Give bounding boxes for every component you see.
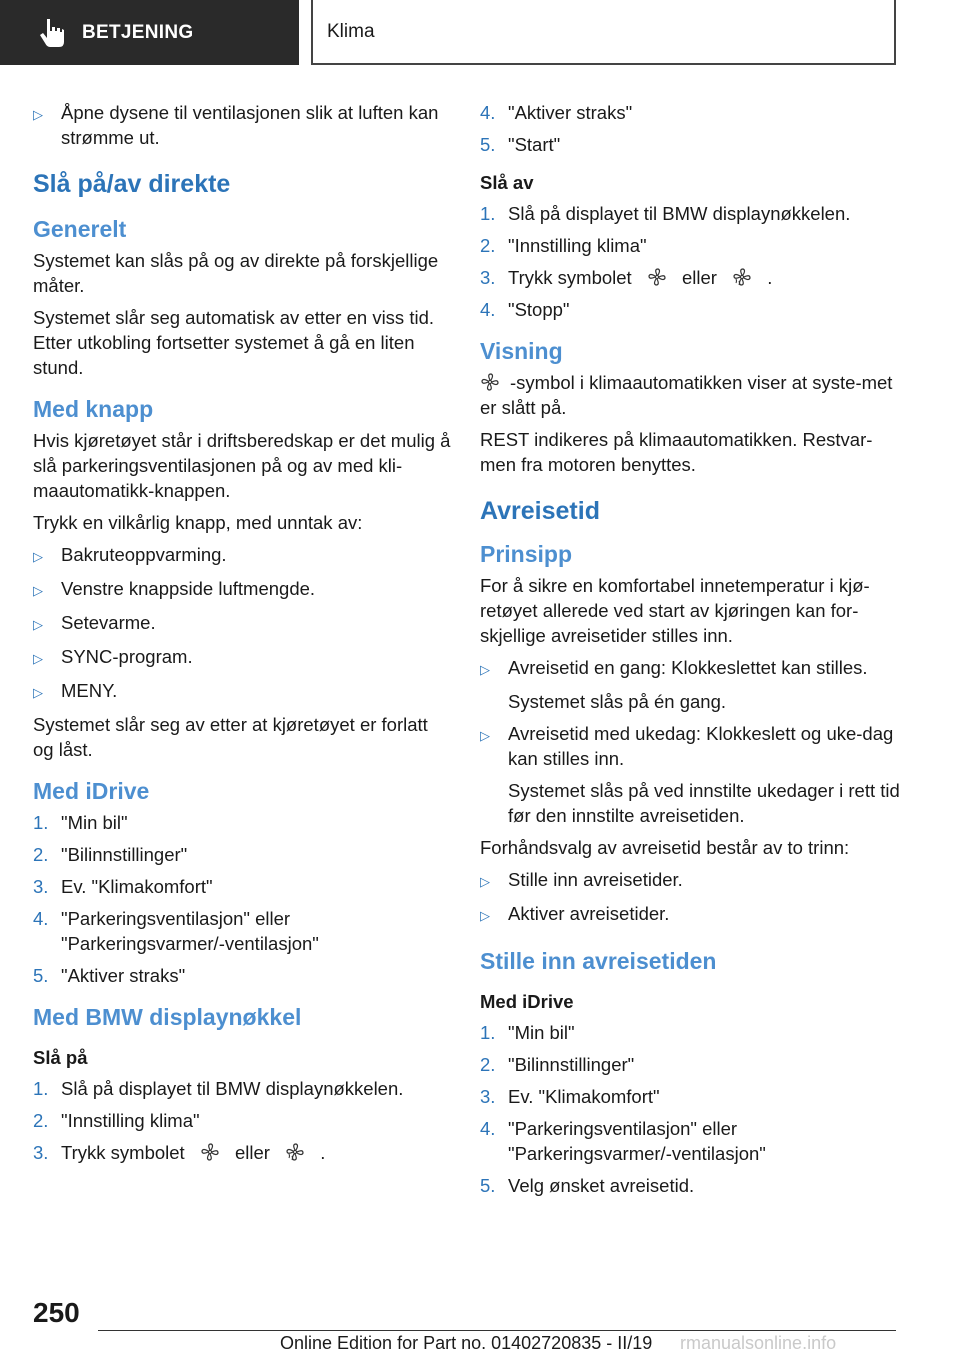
triangle-bullet-icon: ▷	[480, 662, 490, 677]
minor-heading: Med iDrive	[480, 991, 574, 1012]
list-item: ▷ SYNC-program.	[33, 644, 451, 671]
list-item: ▷ Avreisetid med ukedag: Klokkeslett og uke-dag kan stilles inn.	[480, 723, 894, 769]
step-item: 4. "Parkeringsventilasjon" eller "Parkeringsvarmer/-ventilasjon"	[33, 908, 319, 954]
chapter-header	[311, 0, 896, 65]
page-number: 250	[33, 1297, 80, 1328]
list-item-detail: Systemet slås på ved innstilte ukedager i rett tid før den innstilte avreisetiden.	[508, 780, 900, 826]
section-heading: Slå på/av direkte	[33, 170, 231, 198]
list-item: ▷ Åpne dysene til ventilasjonen slik at luften kan strømme ut.	[33, 102, 439, 148]
step-item: 1. "Min bil"	[33, 812, 128, 833]
step-item: 3. Ev. "Klimakomfort"	[33, 876, 213, 897]
list-item: ▷ Avreisetid en gang: Klokkeslettet kan stilles.	[480, 655, 900, 682]
list-item: ▷ Stille inn avreisetider.	[480, 867, 900, 894]
subsection-heading: Med BMW displaynøkkel	[33, 1004, 302, 1030]
triangle-bullet-icon: ▷	[480, 874, 490, 889]
triangle-bullet-icon: ▷	[33, 651, 43, 666]
step-item: 5. Velg ønsket avreisetid.	[480, 1175, 695, 1196]
list-item: ▷ Setevarme.	[33, 610, 451, 637]
fan-icon	[200, 1142, 220, 1162]
step-item: 3. Trykk symbolet eller .	[33, 1142, 326, 1163]
step-item: 2. "Innstilling klima"	[480, 235, 647, 256]
subsection-heading: Generelt	[33, 216, 127, 242]
fan-icon	[480, 372, 500, 392]
paragraph: REST indikeres på klimaautomatikken. Restvar-men fra motoren benyttes.	[480, 429, 873, 475]
step-item: 1. Slå på displayet til BMW displaynøkkelen.	[480, 203, 851, 224]
step-item: 1. "Min bil"	[480, 1022, 575, 1043]
triangle-bullet-icon: ▷	[33, 107, 43, 122]
section-heading: Avreisetid	[480, 497, 600, 525]
fan-heat-icon	[285, 1142, 305, 1162]
minor-heading: Slå på	[33, 1047, 88, 1068]
subsection-heading: Med iDrive	[33, 778, 150, 804]
minor-heading: Slå av	[480, 172, 534, 193]
step-item: 2. "Innstilling klima"	[33, 1110, 200, 1131]
paragraph: Systemet slår seg av etter at kjøretøyet er forlatt og låst.	[33, 714, 428, 760]
section-label: BETJENING	[82, 21, 194, 43]
step-item: 1. Slå på displayet til BMW displaynøkkelen.	[33, 1078, 404, 1099]
paragraph: For å sikre en komfortabel innetemperatur i kjø-retøyet allerede ved start av kjøringen kan for-skjellige avreisetider stilles inn.	[480, 575, 870, 646]
right-column	[480, 100, 900, 1205]
list-item: ▷ MENY.	[33, 678, 451, 705]
triangle-bullet-icon: ▷	[33, 549, 43, 564]
list-item: ▷ Bakruteoppvarming.	[33, 542, 451, 569]
edition-note: Online Edition for Part no. 01402720835 - II/19	[280, 1333, 653, 1353]
subsection-heading: Visning	[480, 338, 563, 364]
list-item-detail: Systemet slås på én gang.	[508, 691, 727, 712]
step-item: 3. Trykk symbolet eller .	[480, 267, 773, 288]
step-item: 2. "Bilinnstillinger"	[480, 1054, 635, 1075]
step-item: 3. Ev. "Klimakomfort"	[480, 1086, 660, 1107]
paragraph: Systemet slår seg automatisk av etter en viss tid. Etter utkobling fortsetter systemet å gå en liten stund.	[33, 307, 434, 378]
triangle-bullet-icon: ▷	[480, 728, 490, 743]
step-item: 5. "Start"	[480, 134, 561, 155]
section-tab	[0, 0, 299, 65]
subsection-heading: Prinsipp	[480, 541, 573, 567]
step-item: 4. "Stopp"	[480, 299, 570, 320]
triangle-bullet-icon: ▷	[33, 685, 43, 700]
paragraph: Hvis kjøretøyet står i driftsberedskap er det mulig å slå parkeringsventilasjonen på og av med kli-maautomatikk-knappen.	[33, 430, 451, 501]
hand-pointer-icon	[38, 16, 66, 50]
paragraph: -symbol i klimaautomatikken viser at syste-met er slått på.	[480, 372, 893, 418]
list-item: ▷ Aktiver avreisetider.	[480, 901, 900, 928]
footer-divider	[98, 1330, 896, 1331]
watermark: rmanualsonline.info	[680, 1333, 837, 1353]
fan-heat-icon	[732, 267, 752, 287]
list-item: ▷ Venstre knappside luftmengde.	[33, 576, 451, 603]
subsection-heading: Stille inn avreisetiden	[480, 948, 717, 974]
left-column	[33, 100, 451, 1172]
paragraph: Forhåndsvalg av avreisetid består av to trinn:	[480, 837, 850, 858]
paragraph: Systemet kan slås på og av direkte på forskjellige måter.	[33, 250, 439, 296]
step-item: 5. "Aktiver straks"	[33, 965, 186, 986]
step-item: 2. "Bilinnstillinger"	[33, 844, 188, 865]
step-item: 4. "Aktiver straks"	[480, 102, 633, 123]
subsection-heading: Med knapp	[33, 396, 154, 422]
paragraph: Trykk en vilkårlig knapp, med unntak av:	[33, 512, 363, 533]
fan-icon	[647, 267, 667, 287]
chapter-title: Klima	[327, 20, 375, 42]
triangle-bullet-icon: ▷	[33, 617, 43, 632]
step-item: 4. "Parkeringsventilasjon" eller "Parkeringsvarmer/-ventilasjon"	[480, 1118, 766, 1164]
triangle-bullet-icon: ▷	[33, 583, 43, 598]
triangle-bullet-icon: ▷	[480, 908, 490, 923]
